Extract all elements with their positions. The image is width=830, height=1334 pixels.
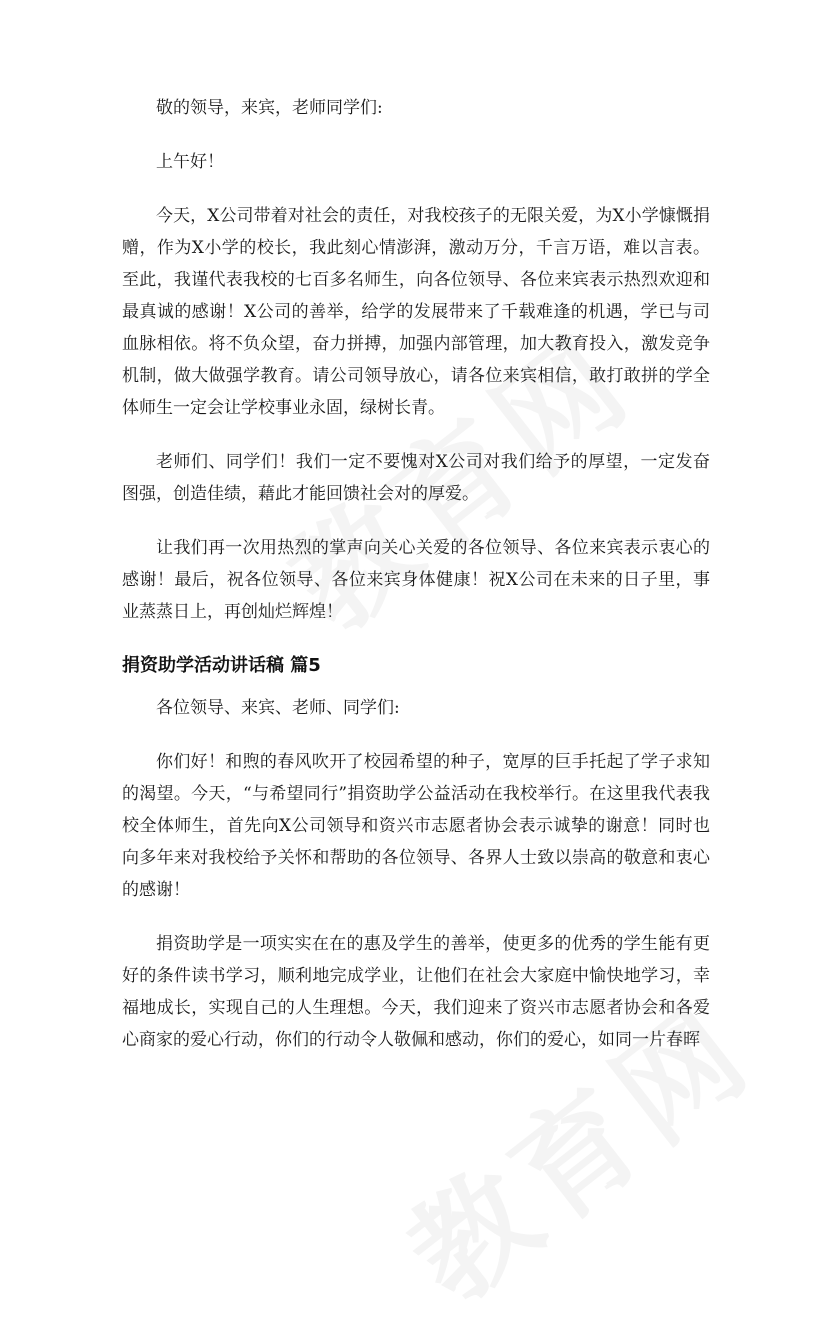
salutation: 各位领导、来宾、老师、同学们: (156, 698, 400, 718)
paragraph: 捐资助学是一项实实在在的惠及学生的善举，使更多的优秀的学生能有更好的条件读书学习，顺利地完成学业，让他们在社会大家庭中愉快地学习，幸福地成长，实现自己的人生理想。今天，我们迎来了资兴市志愿者协会和各爱心商家的爱心行动，你们的行动令人敬佩和感动，你们的爱心，如同一片春晖 (122, 934, 710, 1050)
paragraph: 让我们再一次用热烈的掌声向关心关爱的各位领导、各位来宾表示衷心的感谢！最后，祝各位领导、各位来宾身体健康！祝X公司在未来的日子里，事业蒸蒸日上，再创灿烂辉煌！ (122, 538, 710, 622)
paragraph: 老师们、同学们！我们一定不要愧对X公司对我们给予的厚望，一定发奋图强，创造佳绩，藉此才能回馈社会对的厚爱。 (122, 452, 710, 504)
greeting: 上午好！ (156, 152, 224, 172)
paragraph: 你们好！和煦的春风吹开了校园希望的种子，宽厚的巨手托起了学子求知的渴望。今天，“与希望同行”捐资助学公益活动在我校举行。在这里我代表我校全体师生，首先向X公司领导和资兴市志愿者协会表示诚挚的谢意！同时也向多年来对我校给予关怀和帮助的各位领导、各界人士致以崇高的敬意和衷心的感谢！ (122, 752, 710, 900)
section-heading: 捐资助学活动讲话稿 篇5 (122, 655, 321, 676)
paragraph: 今天，X公司带着对社会的责任，对我校孩子的无限关爱，为X小学慷慨捐赠，作为X小学的校长，我此刻心情澎湃，激动万分，千言万语，难以言表。至此，我谨代表我校的七百多名师生，向各位领导、各位来宾表示热烈欢迎和最真诚的感谢！X公司的善举，给学的发展带来了千载难逢的机遇，学已与司血脉相依。将不负众望，奋力拼搏，加强内部管理，加大教育投入，激发竞争机制，做大做强学教育。请公司领导放心，请各位来宾相信，敢打敢拼的学全体师生一定会让学校事业永固，绿树长青。 (122, 206, 710, 418)
salutation: 敬的领导，来宾，老师同学们: (156, 98, 383, 118)
document-body (122, 92, 710, 1056)
